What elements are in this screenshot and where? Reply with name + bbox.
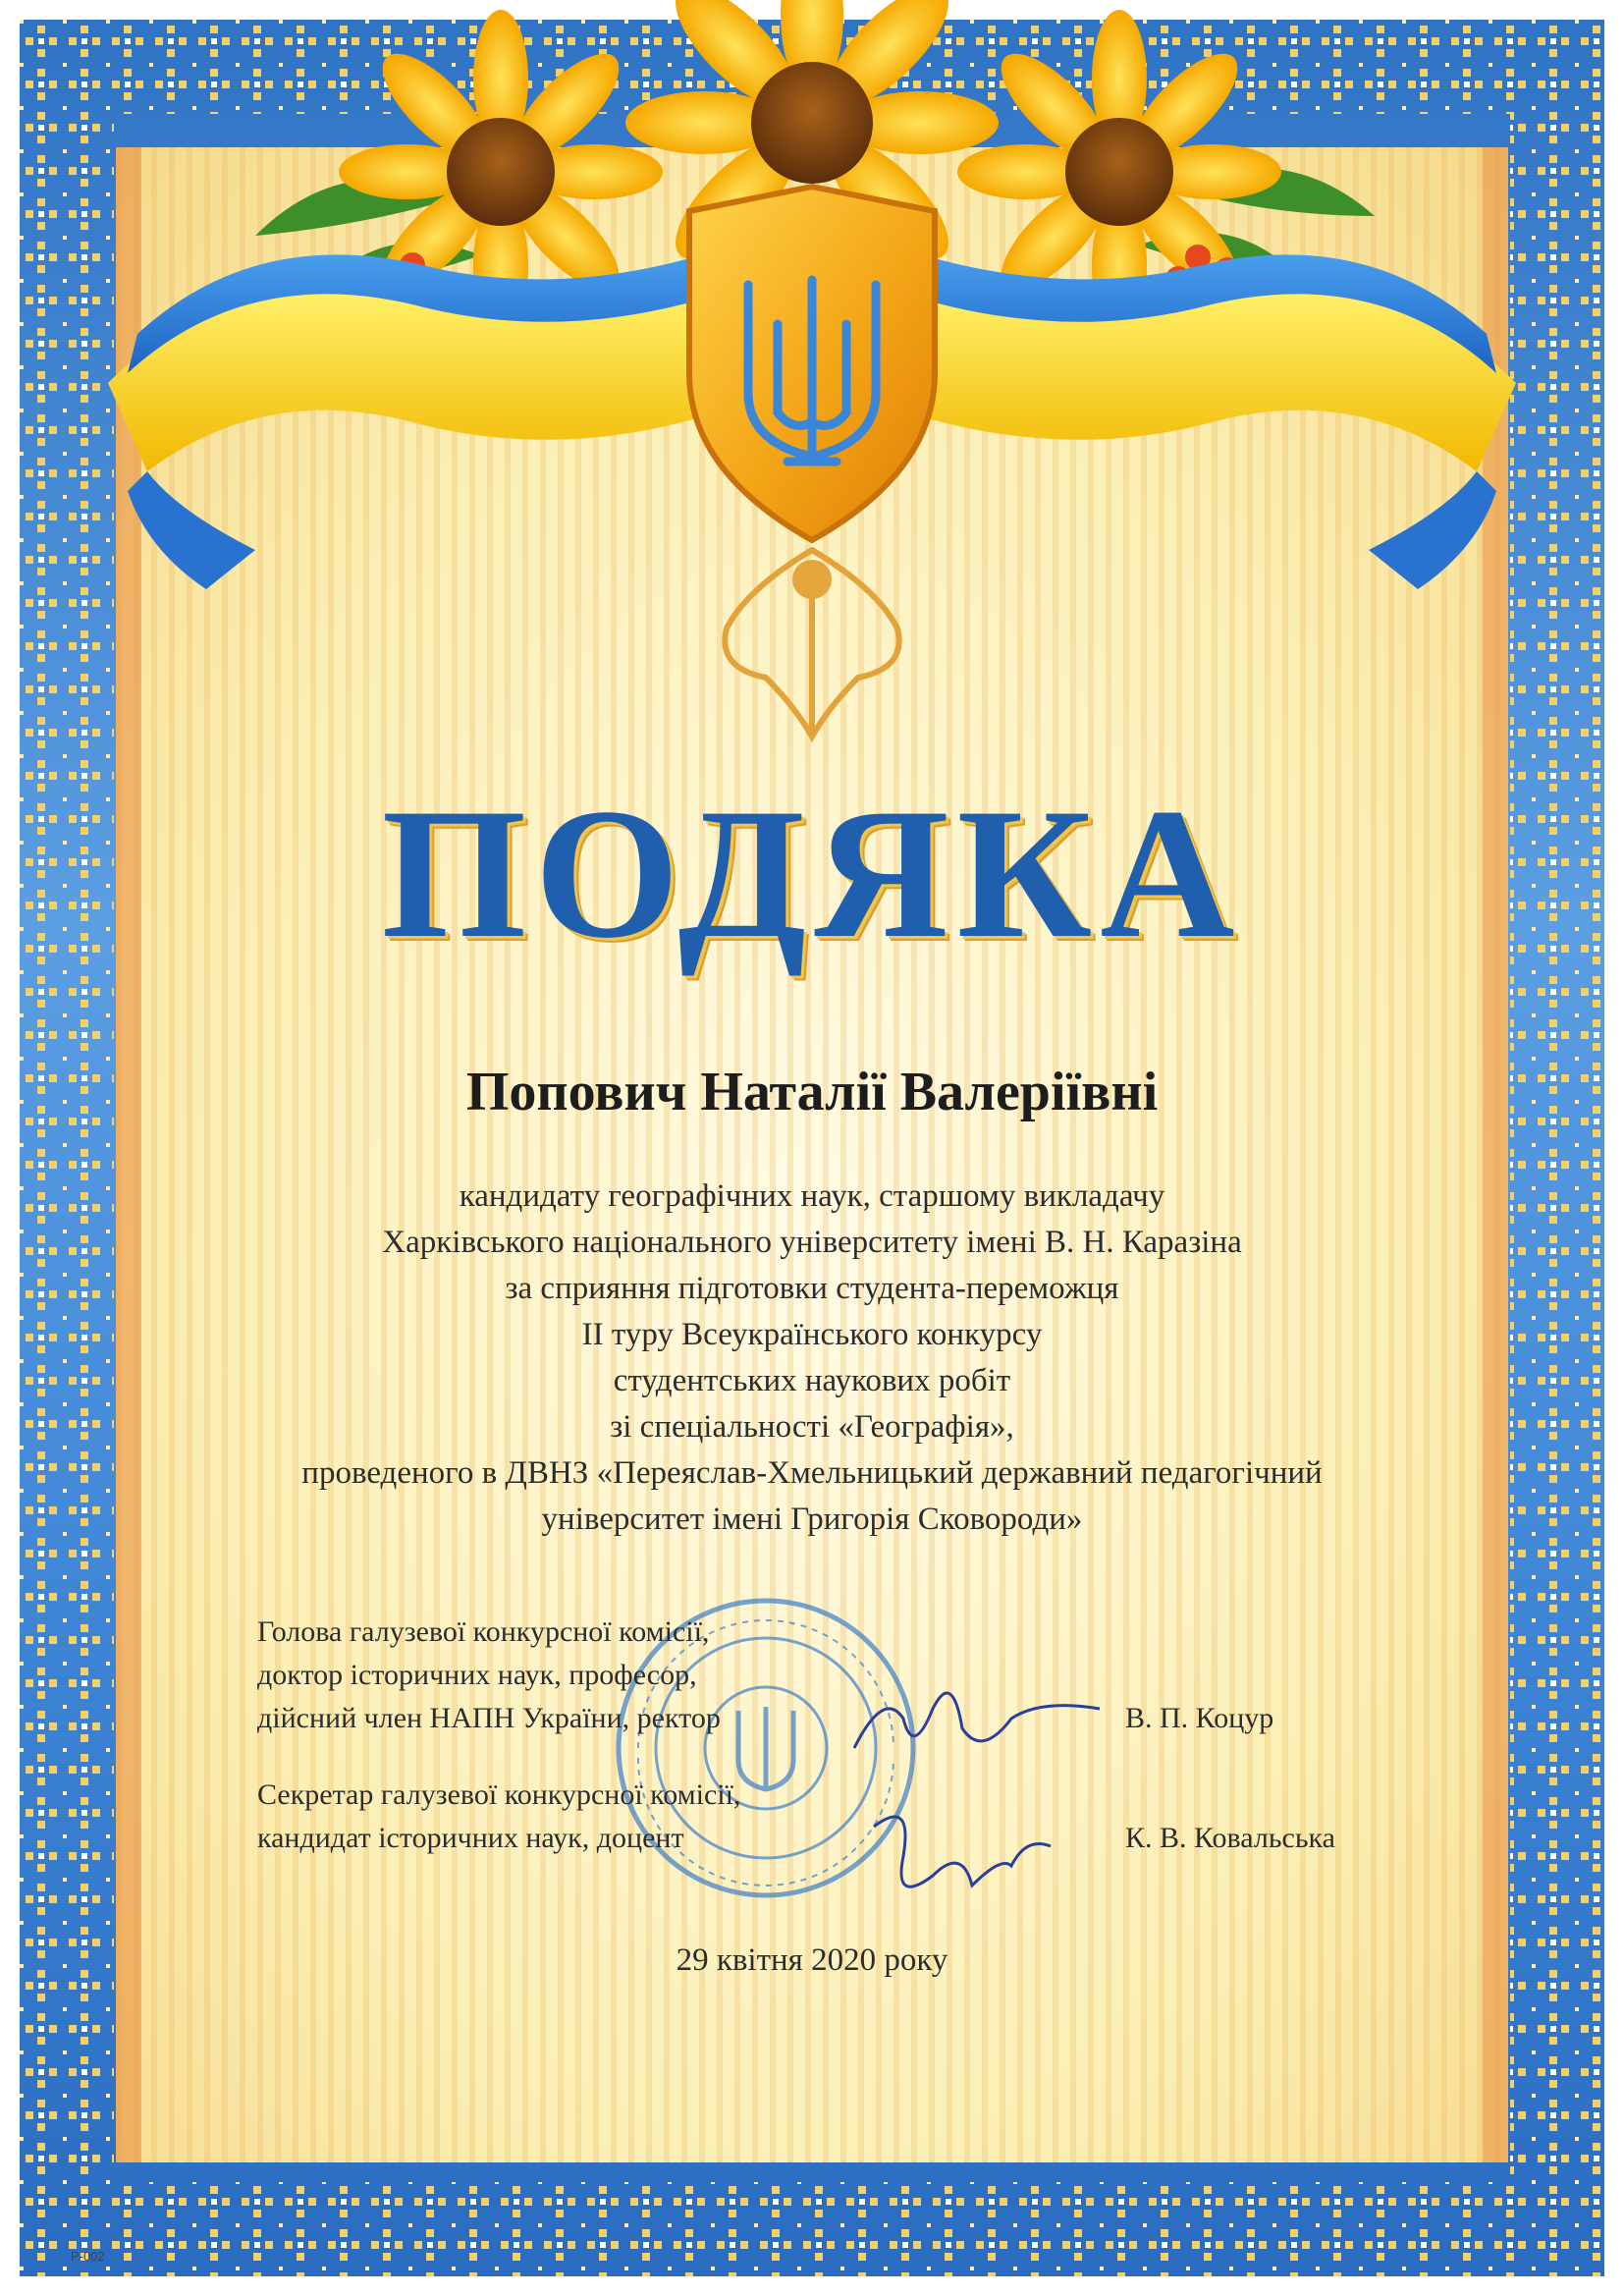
- body-line: студентських наукових робіт: [613, 1363, 1011, 1398]
- body-line: кандидату географічних наук, старшому викладачу: [459, 1178, 1165, 1214]
- body-line: проведеного в ДВНЗ «Переяслав-Хмельницький державний педагогічний: [301, 1455, 1323, 1491]
- body-line: II туру Всеукраїнського конкурсу: [581, 1317, 1043, 1352]
- body-line: Харківського національного університету імені В. Н. Каразіна: [382, 1225, 1242, 1260]
- recipient-name: Попович Наталії Валеріївні: [465, 1062, 1159, 1122]
- signatory-row: [257, 1611, 1386, 1740]
- flourish-center: [792, 560, 832, 599]
- form-code: P-002: [71, 2249, 105, 2264]
- signatory-name: В. П. Коцур: [1125, 1702, 1274, 1734]
- signatory-row: [257, 1774, 1386, 1860]
- signatory-position: Секретар галузевої конкурсної комісії, кандидат історичних наук, доцент: [257, 1778, 741, 1854]
- body-line: за сприяння підготовки студента-переможця: [505, 1271, 1119, 1306]
- header-illustration: [88, 0, 1536, 805]
- body-line: зі спеціальності «Географія»,: [610, 1409, 1014, 1445]
- shield-emblem: [689, 187, 935, 540]
- body-line: університет імені Григорія Сковороди»: [541, 1502, 1083, 1537]
- certificate-body: [157, 1174, 1467, 1543]
- signatory-position: Голова галузевої конкурсної комісії, доктор історичних наук, професор, дійсний член НАПН України, ректор: [257, 1615, 721, 1734]
- certificate-date: 29 квітня 2020 року: [676, 1942, 948, 1978]
- certificate-title: ПОДЯКА: [381, 771, 1243, 977]
- signatures-section: [257, 1611, 1386, 1860]
- signatory-name: К. В. Ковальська: [1125, 1822, 1335, 1854]
